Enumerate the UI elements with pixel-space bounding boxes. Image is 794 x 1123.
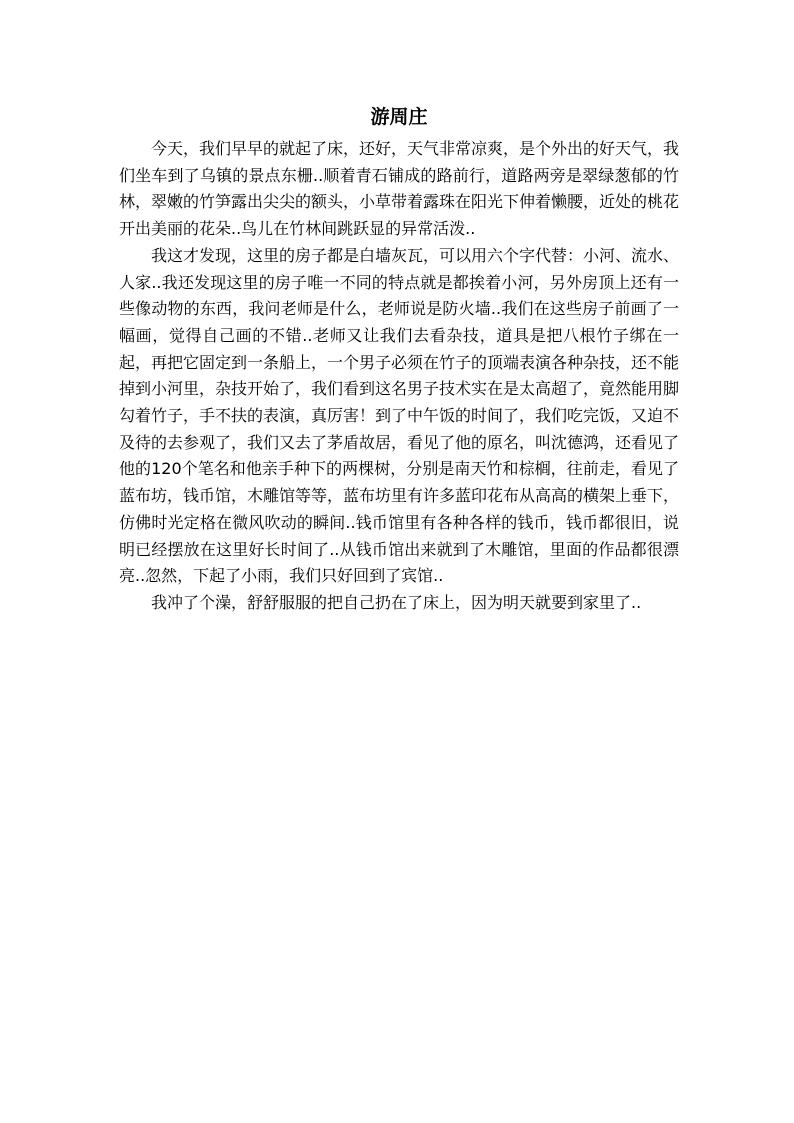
paragraph-1: 今天，我们早早的就起了床，还好，天气非常凉爽，是个外出的好天气，我们坐车到了乌镇的景点东栅..顺着青石铺成的路前行，道路两旁是翠绿葱郁的竹林，翠嫩的竹笋露出尖尖的额头，小草带着露珠在阳光下伸着懒腰，近处的桃花开出美丽的花朵..鸟儿在竹林间跳跃显的异常活泼.. [119,139,680,239]
document-title: 游周庄 [370,106,428,128]
paragraph-3: 我冲了个澡，舒舒服服的把自己扔在了床上，因为明天就要到家里了.. [151,592,642,612]
document-body [119,102,679,617]
paragraph-2: 我这才发现，这里的房子都是白墙灰瓦，可以用六个字代替：小河、流水、人家..我还发现这里的房子唯一不同的特点就是都挨着小河，另外房顶上还有一些像动物的东西，我问老师是什么，老师说是防火墙..我们在这些房子前画了一幅画，觉得自己画的不错..老师又让我们去看杂技，道具是把八根竹子绑在一起，再把它固定到一条船上，一个男子必须在竹子的顶端表演各种杂技，还不能掉到小河里，杂技开始了，我们看到这名男子技术实在是太高超了，竟然能用脚勾着竹子，手不扶的表演，真厉害！到了中午饭的时间了，我们吃完饭，又迫不及待的去参观了，我们又去了茅盾故居，看见了他的原名，叫沈德鸿，还看见了他的120个笔名和他亲手种下的两棵树，分别是南天竹和棕榈，往前走，看见了蓝布坊，钱币馆，木雕馆等等，蓝布坊里有许多蓝印花布从高高的横架上垂下，仿佛时光定格在微风吹动的瞬间..钱币馆里有各种各样的钱币，钱币都很旧，说明已经摆放在这里好长时间了..从钱币馆出来就到了木雕馆，里面的作品都很漂亮..忽然，下起了小雨，我们只好回到了宾馆.. [119,245,680,586]
